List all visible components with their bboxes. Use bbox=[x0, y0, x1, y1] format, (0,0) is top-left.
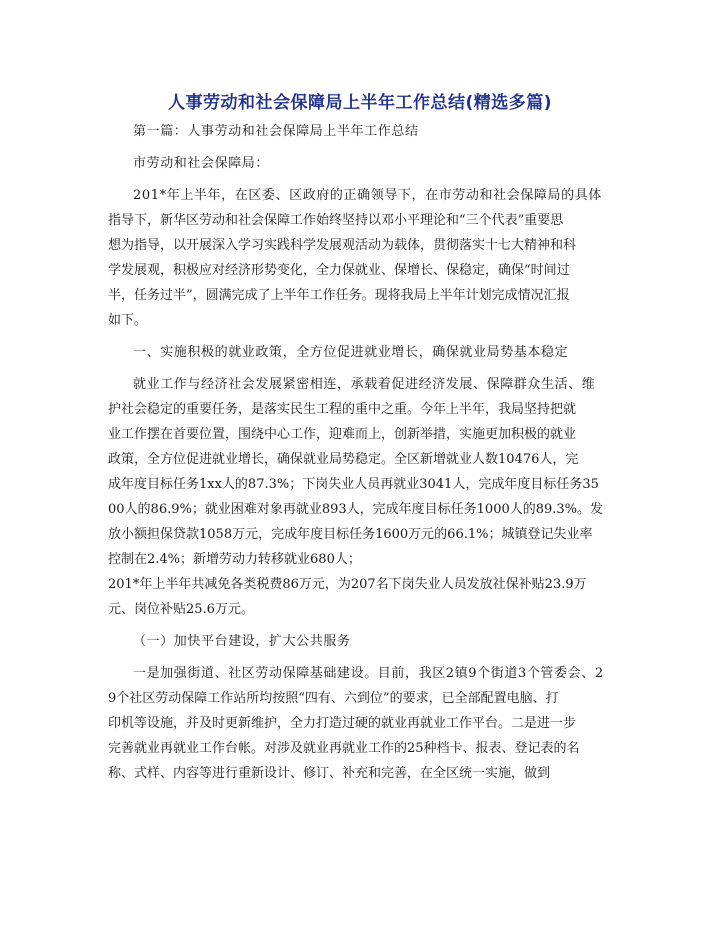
paragraph-line: 业工作摆在首要位置，围绕中心工作，迎难而上，创新举措，实施更加积极的就业 bbox=[108, 427, 577, 442]
paragraph-line: 完善就业再就业工作台帐。对涉及就业再就业工作的25种档卡、报表、登记表的名 bbox=[108, 741, 580, 756]
paragraph-line: 半，任务过半”，圆满完成了上半年工作任务。现将我局上半年计划完成情况汇报 bbox=[108, 288, 570, 303]
paragraph-line: 00人的86.9%；就业困难对象再就业893人，完成年度目标任务1000人的89.3%。发 bbox=[108, 502, 604, 517]
paragraph-line: 如下。 bbox=[108, 313, 148, 328]
paragraph-line: 指导下，新华区劳动和社会保障工作始终坚持以邓小平理论和“三个代表”重要思 bbox=[108, 213, 564, 228]
salutation: 市劳动和社会保障局： bbox=[133, 156, 270, 171]
paragraph-line: 护社会稳定的重要任务，是落实民生工程的重中之重。今年上半年，我局坚持把就 bbox=[108, 402, 577, 417]
paragraph-line: 政策，全方位促进就业增长，确保就业局势稳定。全区新增就业人数10476人，完 bbox=[108, 452, 579, 467]
paragraph-line: 201*年上半年共减免各类税费86万元，为207名下岗失业人员发放社保补贴23.9万 bbox=[108, 577, 587, 592]
paragraph-line: 控制在2.4%；新增劳动力转移就业680人； bbox=[108, 552, 361, 567]
paragraph-line: 想为指导，以开展深入学习实践科学发展观活动为载体，贯彻落实十七大精神和科 bbox=[108, 238, 577, 253]
subsection-heading: （一）加快平台建设，扩大公共服务 bbox=[133, 634, 351, 649]
paragraph-line: 9个社区劳动保障工作站所均按照“四有、六到位”的要求，已全部配置电脑、打 bbox=[108, 691, 559, 706]
paragraph-line: 放小额担保贷款1058万元，完成年度目标任务1600万元的66.1%；城镇登记失业率 bbox=[108, 527, 593, 542]
paragraph-line: 元、岗位补贴25.6万元。 bbox=[108, 602, 254, 617]
paragraph-line: 学发展观，积极应对经济形势变化，全力保就业、保增长、保稳定，确保“时间过 bbox=[108, 263, 570, 278]
document-title: 人事劳动和社会保障局上半年工作总结(精选多篇) bbox=[167, 93, 553, 113]
section-heading: 第一篇：人事劳动和社会保障局上半年工作总结 bbox=[133, 124, 419, 139]
paragraph-line: 成年度目标任务1xx人的87.3%；下岗失业人员再就业3041人，完成年度目标任务35 bbox=[108, 477, 599, 492]
paragraph-line: 就业工作与经济社会发展紧密相连，承载着促进经济发展、保障群众生活、维 bbox=[133, 377, 596, 392]
section-heading: 一、实施积极的就业政策，全方位促进就业增长，确保就业局势基本稳定 bbox=[133, 345, 569, 360]
paragraph-line: 称、式样、内容等进行重新设计、修订、补充和完善，在全区统一实施，做到 bbox=[108, 766, 551, 781]
paragraph-line: 201*年上半年，在区委、区政府的正确领导下，在市劳动和社会保障局的具体 bbox=[133, 188, 602, 203]
paragraph-line: 印机等设施，并及时更新维护，全力打造过硬的就业再就业工作平台。二是进一步 bbox=[108, 716, 577, 731]
paragraph-line: 一是加强街道、社区劳动保障基础建设。目前，我区2镇9个街道3个管委会、2 bbox=[133, 666, 604, 681]
